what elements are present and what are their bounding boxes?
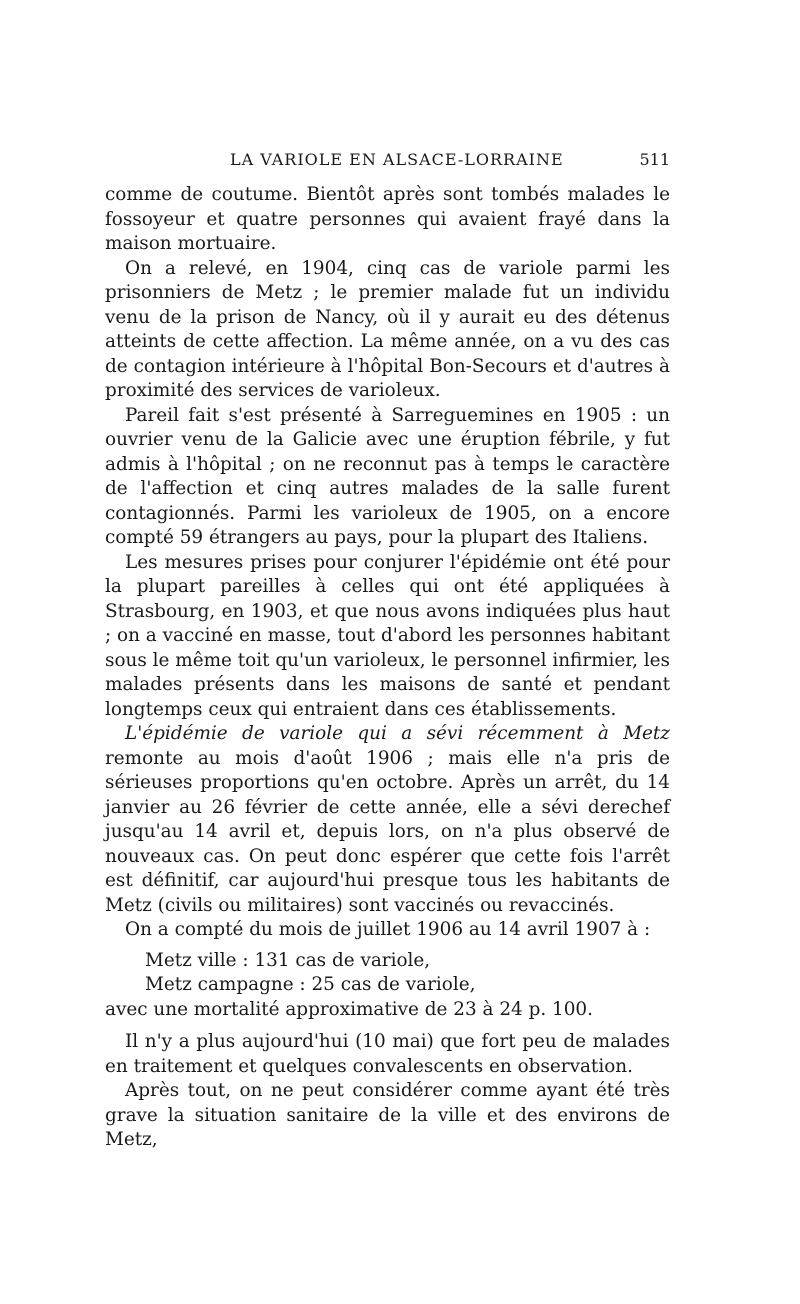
list-item-metz-campagne: Metz campagne : 25 cas de variole, <box>145 974 476 995</box>
paragraph-7: Il n'y a plus aujourd'hui (10 mai) que fort peu de malades en traitement et quelques convalescents en observation. <box>105 1031 670 1077</box>
paragraph-6: On a compté du mois de juillet 1906 au 14 avril 1907 à : <box>125 919 651 940</box>
page-number: 511 <box>639 150 670 169</box>
italic-lead: L'épidémie de variole qui a sévi récemment à Metz <box>125 723 670 744</box>
paragraph-1: comme de coutume. Bientôt après sont tombés malades le fossoyeur et quatre personnes qui avaient frayé dans la maison mortuaire. <box>105 184 670 254</box>
list-item-metz-ville: Metz ville : 131 cas de variole, <box>145 949 431 971</box>
spacer <box>105 1022 670 1030</box>
body-text <box>105 183 670 1153</box>
running-title: LA VARIOLE EN ALSACE-LORRAINE <box>230 150 564 169</box>
paragraph-2: On a relevé, en 1904, cinq cas de variole parmi les prisonniers de Metz ; le premier malade fut un individu venu de la prison de Nancy, où il y aurait eu des détenus atteints de cette affection. La même année, on a vu des cas de contagion intérieure à l'hôpital Bon-Secours et d'autres à proximité des services de varioleux. <box>105 257 670 401</box>
paragraph-5 <box>105 722 670 918</box>
paragraph-5-rest: remonte au mois d'août 1906 ; mais elle n'a pris de sérieuses proportions qu'en octobre. Après un arrêt, du 14 janvier au 26 février de cette année, elle a sévi derechef jusqu'au 14 avril et, depuis lors, on n'a plus observé de nouveaux cas. On peut donc espérer que cette fois l'arrêt est définitif, car aujourd'hui presque tous les habitants de Metz (civils ou militaires) sont vaccinés ou revaccinés. <box>105 747 670 916</box>
page-header <box>105 148 670 172</box>
statistics-list <box>105 949 670 1023</box>
paragraph-8: Après tout, on ne peut considérer comme ayant été très grave la situation sanitaire de la ville et des environs de Metz, <box>105 1080 670 1150</box>
paragraph-4: Les mesures prises pour conjurer l'épidémie ont été pour la plupart pareilles à celles qui ont été appliquées à Strasbourg, en 1903, et que nous avons indiquées plus haut ; on a vacciné en masse, tout d'abord les personnes habitant sous le même toit qu'un varioleux, le personnel infirmier, les malades présents dans les maisons de santé et pendant longtemps ceux qui entraient dans ces établissements. <box>105 551 670 720</box>
list-item-mortality: avec une mortalité approximative de 23 à 24 p. 100. <box>105 998 593 1020</box>
paragraph-3: Pareil fait s'est présenté à Sarreguemines en 1905 : un ouvrier venu de la Galicie avec une éruption fébrile, y fut admis à l'hôpital ; on ne reconnut pas à temps le caractère de l'affection et cinq autres malades de la salle furent contagionnés. Parmi les varioleux de 1905, on a encore compté 59 étrangers au pays, pour la plupart des Italiens. <box>105 404 670 548</box>
